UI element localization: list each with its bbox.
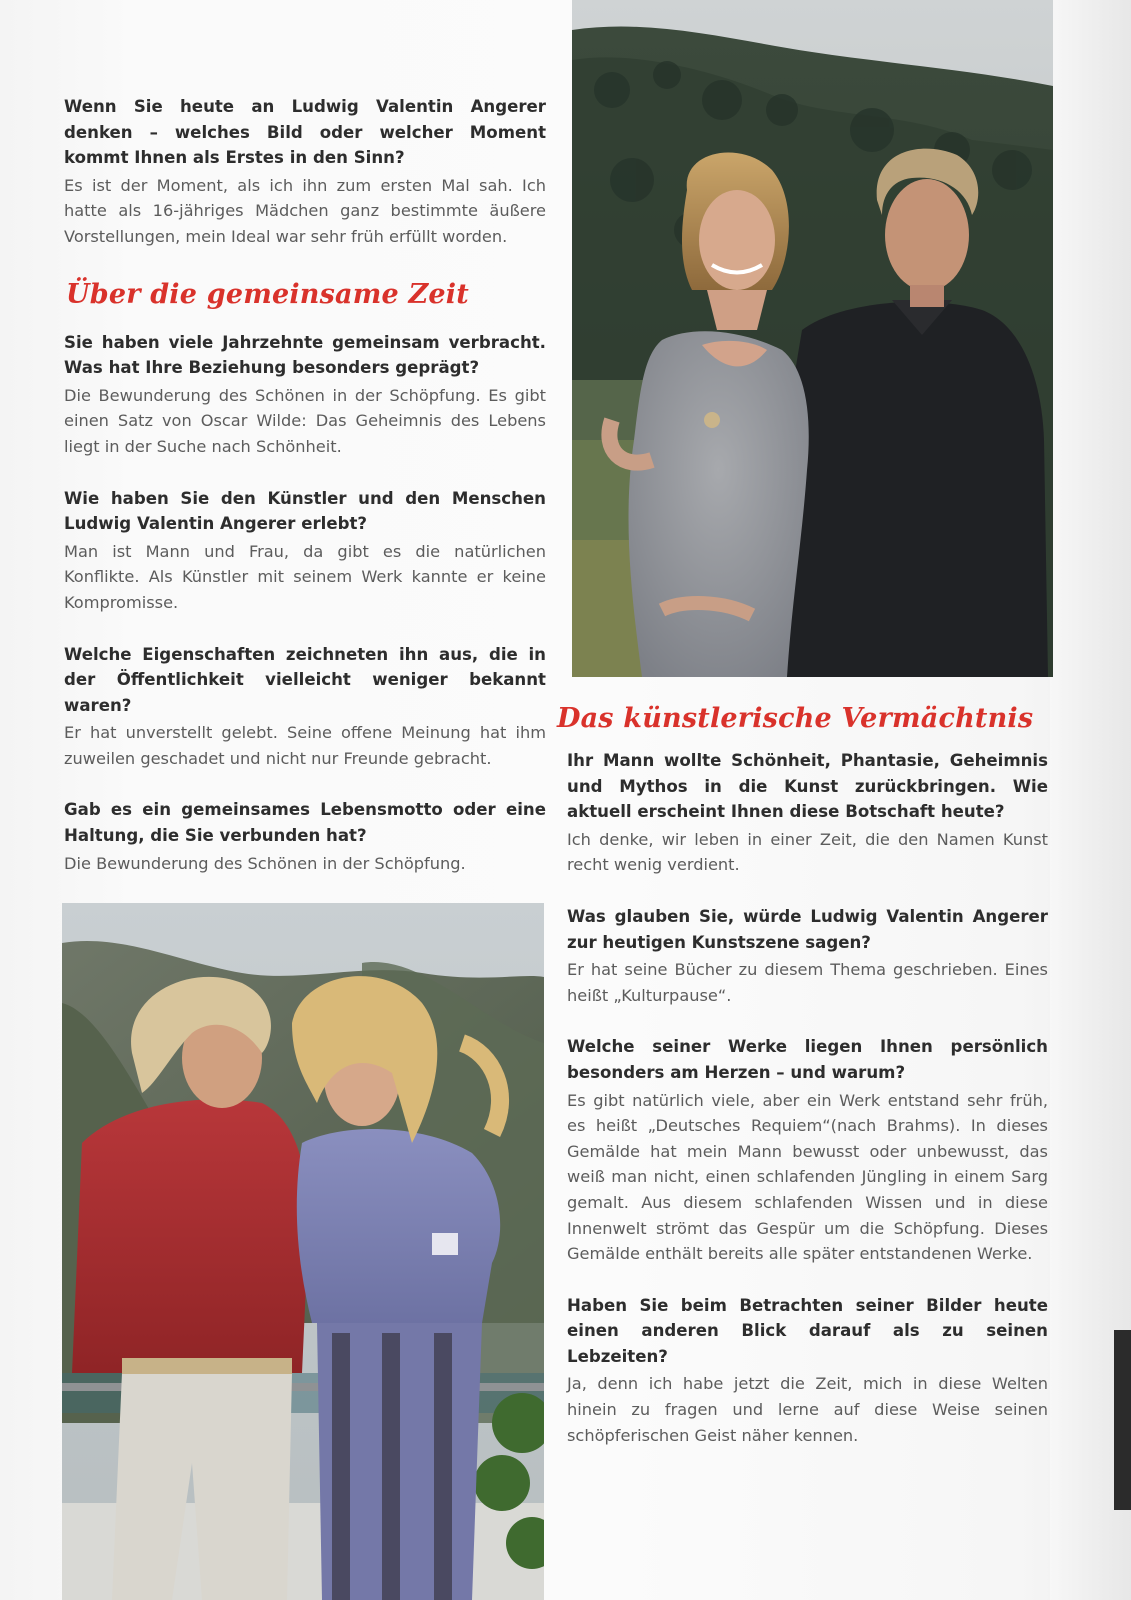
answer: Ja, denn ich habe jetzt die Zeit, mich in diese Welten hinein zu fragen und lerne auf diese Weise seinen schöpferischen Geist näher kennen. — [567, 1374, 1048, 1445]
answer: Die Bewunderung des Schönen in der Schöpfung. — [64, 853, 466, 873]
qa-item — [64, 330, 546, 460]
page-edge-tab — [1114, 1330, 1131, 1510]
qa-item — [64, 797, 546, 876]
section-heading-gemeinsame-zeit: Über die gemeinsame Zeit — [66, 278, 469, 310]
question: Sie haben viele Jahrzehnte gemeinsam verbracht. Was hat Ihre Beziehung besonders geprägt? — [64, 332, 546, 378]
photo-couple-terrace — [62, 903, 544, 1600]
qa-item — [64, 642, 546, 772]
answer: Ich denke, wir leben in einer Zeit, die den Namen Kunst recht wenig verdient. — [567, 829, 1048, 875]
question: Gab es ein gemeinsames Lebensmotto oder eine Haltung, die Sie verbunden hat? — [64, 800, 546, 846]
answer: Es gibt natürlich viele, aber ein Werk entstand sehr früh, es heißt „Deutsches Requiem“(nach Brahms). In dieses Gemälde hat mein Mann bewusst oder unbewusst, das weiß man nicht, einen schlafenden Jüngling in einem Sarg gemalt. Aus diesem schlafenden Wissen und in diese Innenwelt strömt das Gespür um die Schöpfung. Dieses Gemälde enthält bereits alle später entstandenen Werke. — [567, 1090, 1048, 1264]
answer: Man ist Mann und Frau, da gibt es die natürlichen Konflikte. Als Künstler mit seinem Werk kannte er keine Kompromisse. — [64, 541, 546, 612]
question: Haben Sie beim Betrachten seiner Bilder heute einen anderen Blick darauf als zu seinen Lebzeiten? — [567, 1295, 1048, 1366]
question: Ihr Mann wollte Schönheit, Phantasie, Geheimnis und Mythos in die Kunst zurückbringen. Wie aktuell erscheint Ihnen diese Botschaft heute? — [567, 751, 1048, 822]
photo-couple-forest — [572, 0, 1053, 677]
right-column — [557, 700, 1048, 1474]
qa-item — [567, 904, 1048, 1008]
answer: Er hat unverstellt gelebt. Seine offene Meinung hat ihm zuweilen geschadet und nicht nur Freunde gebracht. — [64, 723, 546, 768]
qa-item — [64, 486, 546, 616]
qa-item — [567, 1034, 1048, 1266]
left-column — [64, 94, 546, 902]
question: Was glauben Sie, würde Ludwig Valentin Angerer zur heutigen Kunstszene sagen? — [567, 906, 1048, 952]
answer: Er hat seine Bücher zu diesem Thema geschrieben. Eines heißt „Kulturpause“. — [567, 960, 1048, 1005]
answer: Die Bewunderung des Schönen in der Schöpfung. Es gibt einen Satz von Oscar Wilde: Das Geheimnis des Lebens liegt in der Suche nach Schönheit. — [64, 385, 546, 456]
question: Welche Eigenschaften zeichneten ihn aus, die in der Öffentlichkeit vielleicht weniger bekannt waren? — [64, 644, 546, 715]
question: Wie haben Sie den Künstler und den Menschen Ludwig Valentin Angerer erlebt? — [64, 488, 546, 534]
qa-intro — [64, 94, 546, 250]
qa-item — [567, 1293, 1048, 1449]
qa-item — [567, 748, 1048, 878]
section-heading-vermaechtnis: Das künstlerische Vermächtnis — [557, 703, 1034, 734]
question: Wenn Sie heute an Ludwig Valentin Angerer denken – welches Bild oder welcher Moment kommt Ihnen als Erstes in den Sinn? — [64, 97, 546, 168]
answer: Es ist der Moment, als ich ihn zum ersten Mal sah. Ich hatte als 16-jähriges Mädchen ganz bestimmte äußere Vorstellungen, mein Ideal war sehr früh erfüllt worden. — [64, 175, 546, 246]
question: Welche seiner Werke liegen Ihnen persönlich besonders am Herzen – und warum? — [567, 1037, 1048, 1082]
